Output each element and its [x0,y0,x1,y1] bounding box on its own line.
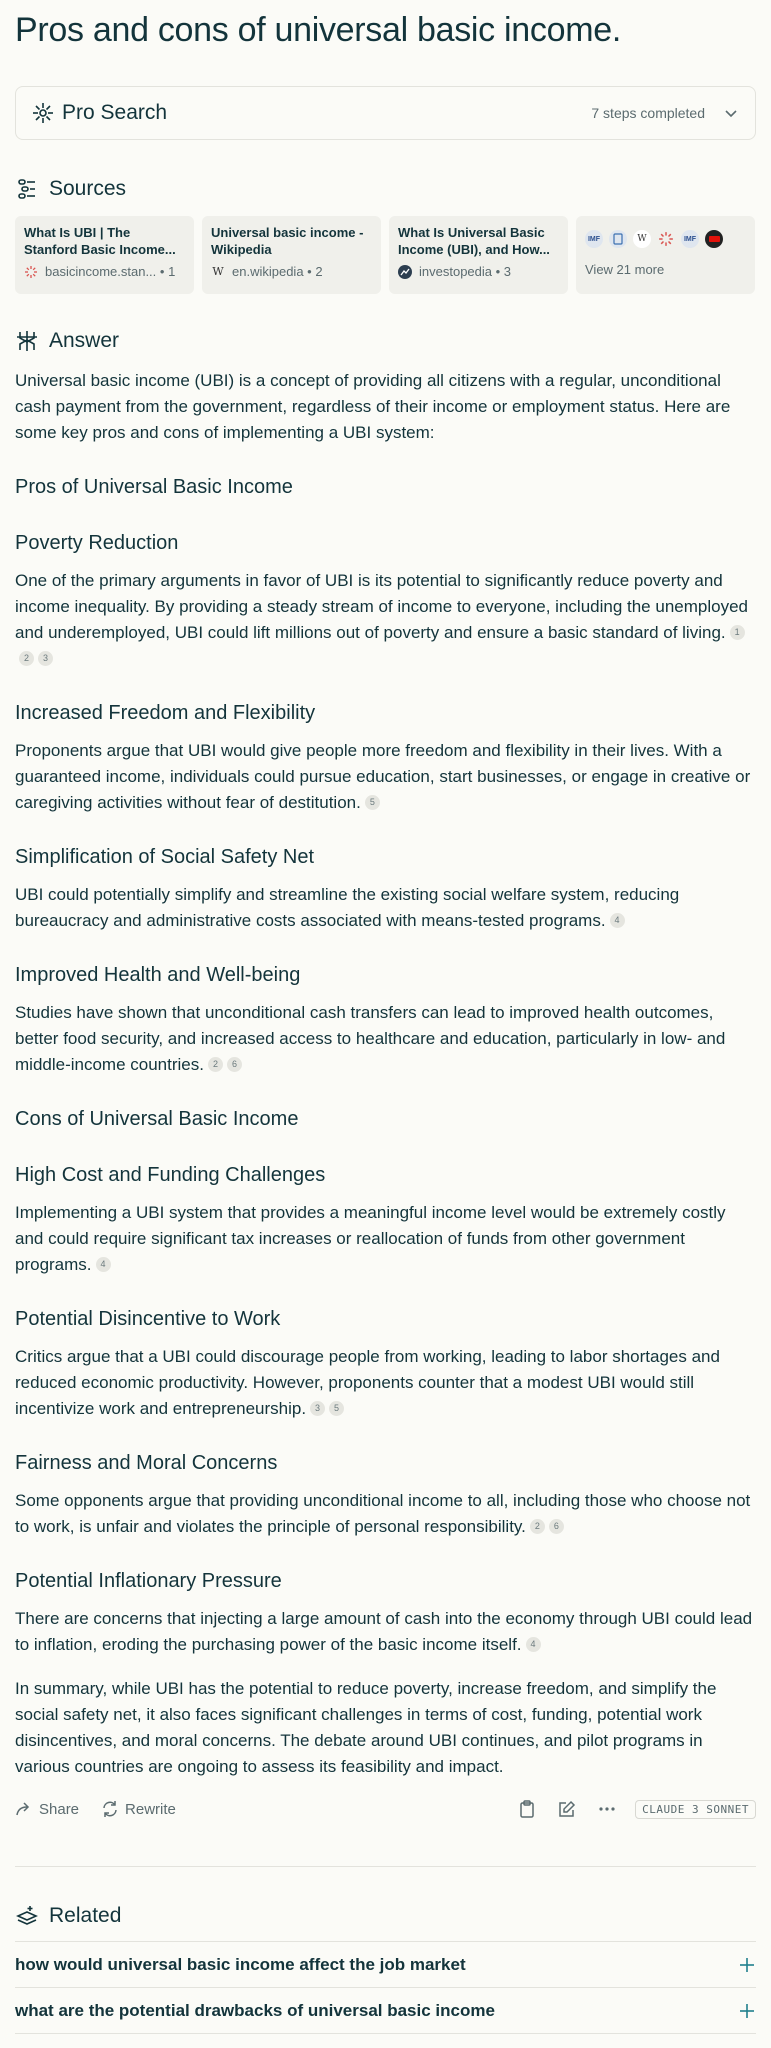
wikipedia-icon: W [633,230,651,248]
source-separator: • [156,264,169,279]
source-domain: investopedia [419,264,492,279]
source-card[interactable] [202,216,381,294]
citation[interactable]: 2 [530,1519,545,1534]
citation[interactable]: 6 [549,1519,564,1534]
section-body: Proponents argue that UBI would give people more freedom and flexibility in their lives. With a guaranteed income, individuals could pursue education, start businesses, or engage in creative or caregiving activities without fear of destitution. [15,741,751,812]
imf-icon: IMF [681,230,699,248]
related-icon [15,1904,39,1928]
section-title: Potential Disincentive to Work [15,1308,281,1330]
rewrite-button[interactable] [101,1800,176,1818]
section-text [15,1606,756,1658]
source-meta [398,264,559,279]
sunburst-icon [657,230,675,248]
page-title: Pros and cons of universal basic income. [15,11,621,49]
section-text [15,1200,756,1278]
section-title: Improved Health and Well-being [15,964,301,986]
citation[interactable]: 1 [730,625,745,640]
section-title: High Cost and Funding Challenges [15,1164,326,1186]
section-body: Critics argue that a UBI could discourage people from working, leading to labor shortages and reduced economic productivity. However, proponents counter that a modest UBI would still incentivize work and entrepreneurship. [15,1347,720,1418]
source-domain: en.wikipedia [232,264,304,279]
source-separator: • [492,264,504,279]
source-domain: basicincome.stan... [45,264,157,279]
source-title: What Is UBI | The Stanford Basic Income... [24,225,176,257]
view-more-label: View 21 more [585,262,665,277]
citation[interactable]: 2 [19,651,34,666]
related-item[interactable] [15,1987,756,2033]
more-icon [599,1807,615,1811]
citation[interactable]: 2 [208,1057,223,1072]
citation[interactable]: 3 [310,1401,325,1416]
copy-button[interactable] [513,1796,541,1822]
section-body: UBI could potentially simplify and streamline the existing social welfare system, reducing bureaucracy and administrative costs associated with means-tested programs. [15,885,680,930]
section-title: Simplification of Social Safety Net [15,846,315,868]
section-text [15,1488,756,1540]
related-heading: Related [49,1904,122,1927]
investopedia-favicon-icon [398,265,412,279]
sources-header [15,176,756,202]
doc-icon [609,230,627,248]
source-number: 2 [315,264,323,279]
rewrite-label: Rewrite [125,1800,176,1818]
pro-search-icon [32,102,54,124]
source-card[interactable] [15,216,194,294]
citation[interactable]: 3 [38,651,53,666]
share-icon [15,1800,33,1818]
steps-completed: 7 steps completed [591,105,705,121]
source-meta [211,264,372,279]
related-item-partial [15,2033,756,2048]
answer-summary: In summary, while UBI has the potential to reduce poverty, increase freedom, and simplify the social safety net, it also faces significant challenges in terms of cost, funding, potential work disincentives, and moral concerns. The debate around UBI continues, and pilot programs in various countries are ongoing to assess its feasibility and impact. [15,1679,717,1776]
related-list [15,1941,756,2048]
section-text [15,738,756,816]
pro-search-label: Pro Search [62,101,168,124]
related-header [15,1903,756,1929]
sunburst-favicon-icon [24,265,38,279]
section-text [15,1344,756,1422]
edit-button[interactable] [553,1796,581,1822]
section-title: Increased Freedom and Flexibility [15,702,316,724]
section-body: Some opponents argue that providing unconditional income to all, including those who choose not to work, is unfair and violates the principle of personal responsibility. [15,1491,751,1536]
rewrite-icon [101,1800,119,1818]
wikipedia-favicon-icon: W [212,265,224,278]
answer-icon [15,329,39,353]
source-title: What Is Universal Basic Income (UBI), and How... [398,225,550,257]
related-question: how would universal basic income affect the job market [15,1954,466,1974]
source-number: 1 [168,264,176,279]
related-question: what are the potential drawbacks of universal basic income [15,2000,495,2020]
share-button[interactable] [15,1800,79,1818]
citation[interactable]: 4 [96,1257,111,1272]
section-title: Potential Inflationary Pressure [15,1570,282,1592]
clipboard-icon [519,1800,535,1818]
source-separator: • [303,264,316,279]
section-text [15,882,756,934]
divider [15,1866,756,1867]
section-title: Fairness and Moral Concerns [15,1452,278,1474]
answer-actions [15,1796,756,1822]
cons-heading: Cons of Universal Basic Income [15,1108,299,1130]
section-body: Implementing a UBI system that provides a meaningful income level would be extremely costly and could require significant tax increases or reallocation of funds from other government programs. [15,1203,726,1274]
section-body: There are concerns that injecting a large amount of cash into the economy through UBI could lead to inflation, eroding the purchasing power of the basic income itself. [15,1609,753,1654]
related-item[interactable] [15,1941,756,1987]
section-body: One of the primary arguments in favor of UBI is its potential to significantly reduce poverty and income inequality. By providing a steady stream of income to everyone, including the unemployed and underemployed, UBI could lift millions out of poverty and ensure a basic standard of living. [15,571,748,642]
citation[interactable]: 5 [365,795,380,810]
answer-heading: Answer [49,329,120,352]
economist-icon [705,230,723,248]
citation[interactable]: 4 [610,913,625,928]
citation[interactable]: 5 [329,1401,344,1416]
imf-icon: IMF [585,230,603,248]
model-badge: CLAUDE 3 SONNET [635,1800,756,1819]
citation[interactable]: 6 [227,1057,242,1072]
chevron-down-icon[interactable] [723,105,739,121]
source-meta [24,264,185,279]
source-card[interactable] [389,216,568,294]
more-options-button[interactable] [593,1796,621,1822]
sources-icon [15,177,39,201]
answer-intro: Universal basic income (UBI) is a concept of providing all citizens with a regular, unconditional cash payment from the government, regardless of their income or employment status. Here are some key pros and cons of implementing a UBI system: [15,371,731,442]
source-number: 3 [503,264,512,279]
source-title: Universal basic income - Wikipedia [211,225,364,257]
plus-icon[interactable] [738,1956,756,1974]
section-text [15,568,756,672]
sources-list [15,216,756,294]
view-more-sources[interactable] [576,216,755,294]
section-body: Studies have shown that unconditional cash transfers can lead to improved health outcomes, better food security, and increased access to healthcare and education, particularly in low- and middle-income countries. [15,1003,726,1074]
section-title: Poverty Reduction [15,532,179,554]
pro-search-panel[interactable] [15,86,756,140]
pros-heading: Pros of Universal Basic Income [15,476,293,498]
more-source-icons [585,230,746,248]
sources-heading: Sources [49,177,127,200]
edit-icon [558,1800,576,1818]
answer-header [15,328,756,354]
plus-icon[interactable] [738,2002,756,2020]
section-text [15,1000,756,1078]
citation[interactable]: 4 [526,1637,541,1652]
share-label: Share [39,1800,80,1818]
